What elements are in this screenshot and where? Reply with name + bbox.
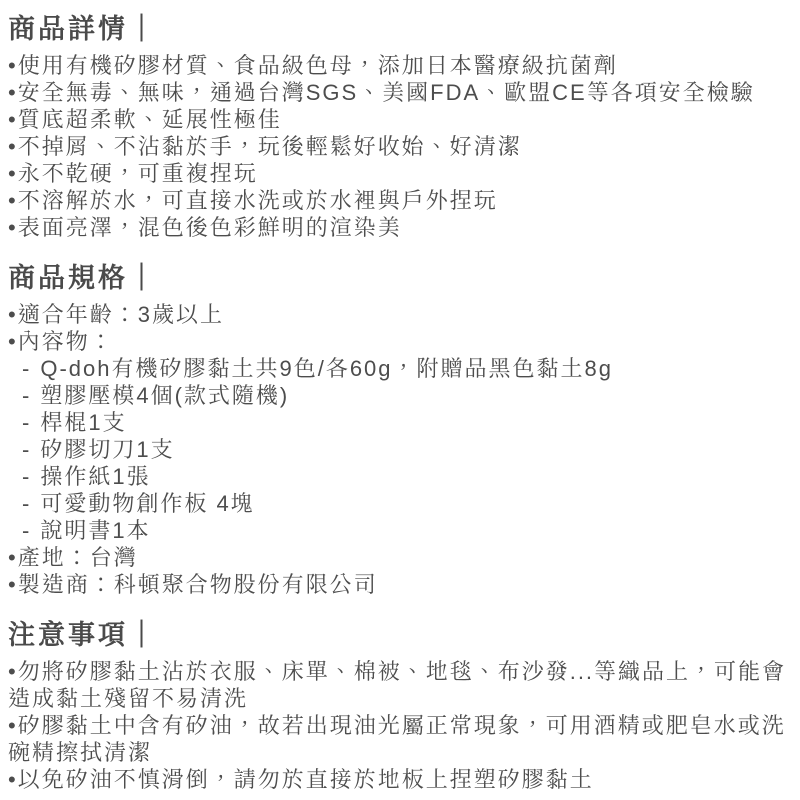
content-text: 說明書1本	[40, 518, 151, 543]
section-product-specs	[8, 262, 792, 598]
bullet-icon: •	[8, 80, 18, 105]
dash-icon: -	[22, 491, 32, 516]
spec-bullet-item	[8, 328, 792, 355]
detail-bullet-item	[8, 79, 792, 106]
detail-text: 使用有機矽膠材質、食品級色母，添加日本醫療級抗菌劑	[17, 53, 618, 78]
content-sub-item	[8, 355, 792, 382]
detail-bullet-item	[8, 214, 792, 241]
bullet-icon: •	[8, 767, 18, 792]
content-text: 操作紙1張	[40, 464, 151, 489]
content-sub-item	[8, 463, 792, 490]
content-sub-item	[8, 517, 792, 544]
detail-text: 安全無毒、無味，通過台灣SGS、美國FDA、歐盟CE等各項安全檢驗	[17, 80, 755, 105]
detail-text: 永不乾硬，可重複捏玩	[17, 161, 258, 186]
content-text: Q-doh有機矽膠黏土共9色/各60g，附贈品黑色黏土8g	[40, 356, 613, 381]
bullet-icon: •	[8, 302, 18, 327]
bullet-icon: •	[8, 161, 18, 186]
bullet-icon: •	[8, 572, 18, 597]
content-text: 塑膠壓模4個(款式隨機)	[40, 383, 290, 408]
bullet-icon: •	[8, 134, 18, 159]
caution-text: 以免矽油不慎滑倒，請勿於直接於地板上捏塑矽膠黏土	[17, 767, 594, 792]
caution-text: 勿將矽膠黏土沾於衣服、床單、棉被、地毯、布沙發...等織品上，可能會造成黏土殘留不易清洗	[8, 659, 787, 711]
detail-text: 不掉屑、不沾黏於手，玩後輕鬆好收始、好清潔	[17, 134, 522, 159]
bullet-icon: •	[8, 329, 18, 354]
content-text: 矽膠切刀1支	[40, 437, 175, 462]
bullet-icon: •	[8, 188, 18, 213]
bullet-icon: •	[8, 659, 18, 684]
bullet-icon: •	[8, 713, 18, 738]
content-sub-item	[8, 436, 792, 463]
bullet-icon: •	[8, 53, 18, 78]
spec-text-origin: 產地：台灣	[17, 545, 138, 570]
detail-bullet-item	[8, 187, 792, 214]
content-text: 桿棍1支	[40, 410, 127, 435]
dash-icon: -	[22, 383, 32, 408]
content-sub-item	[8, 382, 792, 409]
bullet-icon: •	[8, 215, 18, 240]
section-cautions	[8, 619, 792, 793]
content-text: 可愛動物創作板 4塊	[40, 491, 255, 516]
spec-text-age: 適合年齡：3歲以上	[17, 302, 224, 327]
section-title-cautions: 注意事項｜	[8, 620, 158, 650]
detail-text: 不溶解於水，可直接水洗或於水裡與戶外捏玩	[17, 188, 498, 213]
section-title-product-specs: 商品規格｜	[8, 263, 158, 293]
caution-bullet-item	[8, 712, 792, 766]
bullet-icon: •	[8, 107, 18, 132]
caution-bullet-item	[8, 658, 792, 712]
content-sub-item	[8, 409, 792, 436]
spec-bullet-item	[8, 301, 792, 328]
dash-icon: -	[22, 518, 32, 543]
detail-bullet-item	[8, 160, 792, 187]
detail-bullet-item	[8, 133, 792, 160]
spec-bullet-item	[8, 571, 792, 598]
caution-bullet-item	[8, 766, 792, 793]
dash-icon: -	[22, 437, 32, 462]
spec-text-contents-label: 內容物：	[17, 329, 114, 354]
detail-text: 表面亮澤，混色後色彩鮮明的渲染美	[17, 215, 402, 240]
dash-icon: -	[22, 356, 32, 381]
spec-text-manufacturer: 製造商：科頓聚合物股份有限公司	[17, 572, 378, 597]
section-product-details	[8, 13, 792, 241]
detail-text: 質底超柔軟、延展性極佳	[17, 107, 282, 132]
spec-bullet-item	[8, 544, 792, 571]
section-title-product-details: 商品詳情｜	[8, 14, 158, 44]
detail-bullet-item	[8, 52, 792, 79]
dash-icon: -	[22, 464, 32, 489]
detail-bullet-item	[8, 106, 792, 133]
caution-text: 矽膠黏土中含有矽油，故若出現油光屬正常現象，可用酒精或肥皂水或洗碗精擦拭清潔	[8, 713, 786, 765]
bullet-icon: •	[8, 545, 18, 570]
dash-icon: -	[22, 410, 32, 435]
content-sub-item	[8, 490, 792, 517]
